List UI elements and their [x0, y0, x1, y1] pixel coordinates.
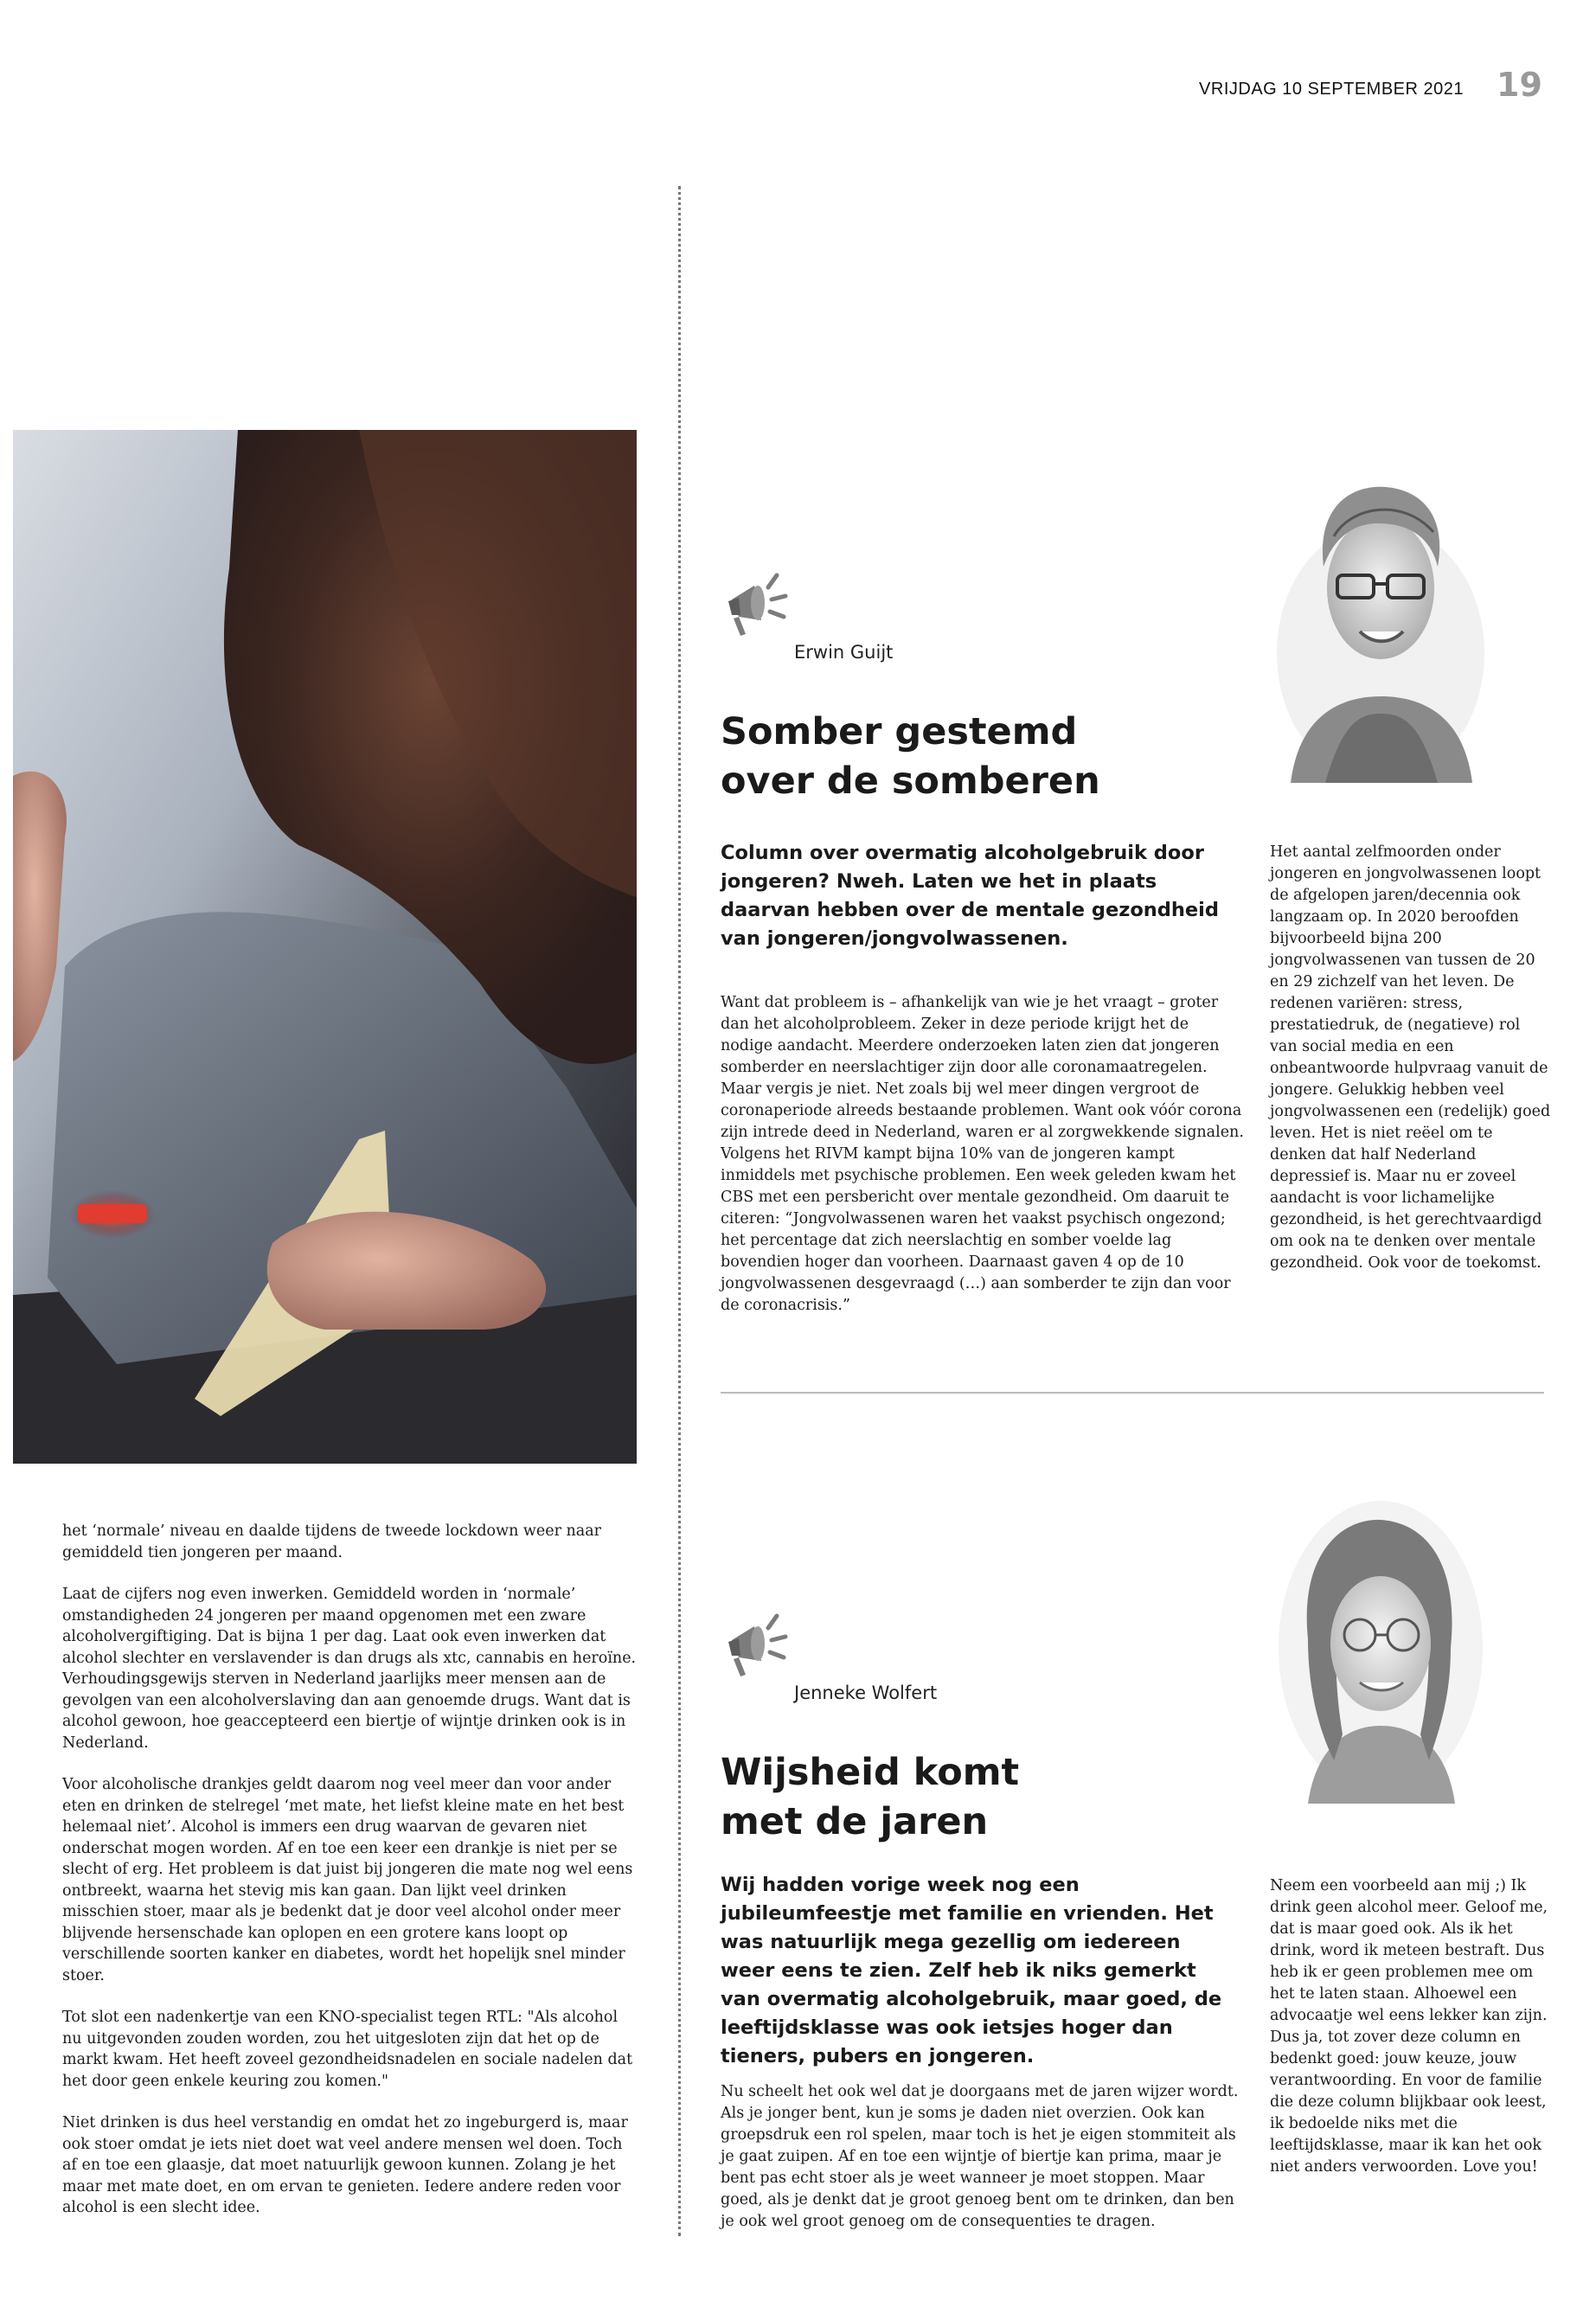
article-paragraph: Tot slot een nadenkertje van een KNO-specialist tegen RTL: "Als alcohol nu uitgevonden zouden worden, zou het uitgesloten zijn dat het op de markt kwam. Het heeft zoveel gezondheidsnadelen en sociale nadelen dat het door geen enkele keuring zou komen.": [62, 2009, 633, 2090]
column-sidebar-text: Neem een voorbeeld aan mij ;) Ik drink geen alcohol meer. Geloof me, dat is maar goed ook. Als ik het drink, word ik meteen bestraft. Dus heb ik er geen problemen mee om het te laten staan. Alhoewel een advocaatje wel eens lekker kan zijn. Dus ja, tot zover deze column en bedenkt goed: jouw keuze, jouw verantwoording. En voor de familie die deze column blijkbaar ook leest, ik bedoelde niks met die leeftijdsklasse, maar ik kan het ook niet anders verwoorden. Love you!: [1270, 1877, 1548, 2176]
article-paragraph: het ‘normale’ niveau en daalde tijdens de tweede lockdown weer naar gemiddeld tien jongeren per maand.: [62, 1522, 602, 1561]
article-paragraph: Voor alcoholische drankjes geldt daarom nog veel meer dan voor ander eten en drinken de stelregel ‘met mate, het liefst kleine mate en het best helemaal niet’. Alcohol is immers een drug waarvan de gevaren niet onderschat mogen worden. Af en toe een keer een drankje is niet per se slecht of erg. Het probleem is dat juist bij jongeren die mate nog wel eens ontbreekt, waarna het stevig mis kan gaan. Dan lijkt veel drinken misschien stoer, maar als je bedenkt dat je door veel alcohol onder meer blijvende hersenschade kan oplopen en een grotere kans loopt op verschillende soorten kanker en diabetes, wordt het hopelijk snel minder stoer.: [62, 1776, 633, 1984]
article-continuation: [62, 1521, 637, 2240]
column-divider: [678, 186, 681, 2236]
page-number: 19: [1497, 66, 1542, 104]
column-body: Want dat probleem is – afhankelijk van wie je het vraagt – groter dan het alcoholprobleem. Zeker in deze periode krijgt het de nodige aandacht. Meerdere onderzoeken laten zien dat jongeren somberder en neerslachtiger zijn door alle coronamaatregelen. Maar vergis je niet. Net zoals bij wel meer dingen vergroot de coronaperiode alreeds bestaande problemen. Want ook vóór corona zijn intrede deed in Nederland, waren er al zorgwekkende signalen. Volgens het RIVM kampt bijna 10% van de jongeren kampt inmiddels met psychische problemen. Een week geleden kwam het CBS met een persbericht over mentale gezondheid. Om daaruit te citeren: “Jongvolwassenen waren het vaakst psychisch ongezond; het percentage dat zich neerslachtig en somber voelde lag bovendien hoger dan voorheen. Daarnaast gaven 4 op de 10 jongvolwassenen desgevraagd (…) aan somberder te zijn dan voor de coronacrisis.”: [721, 994, 1244, 1314]
column-author: Erwin Guijt: [794, 642, 894, 663]
column-lead: Wij hadden vorige week nog een jubileumfeestje met familie en vrienden. Het was natuurlijk mega gezellig om iedereen weer eens te zien. Zelf heb ik niks gemerkt van overmatig alcoholgebruik, maar goed, de leeftijdsklasse was ook ietsjes hoger dan tieners, pubers en jongeren.: [721, 1874, 1222, 2067]
article-photo: [13, 430, 637, 1464]
megaphone-icon: [716, 567, 794, 644]
headline-line: met de jaren: [721, 1800, 989, 1843]
headline-line: Somber gestemd: [721, 710, 1078, 753]
column-author: Jenneke Wolfert: [794, 1682, 938, 1703]
author-portrait-jenneke: [1273, 1475, 1488, 1821]
author-portrait-erwin: [1273, 437, 1488, 783]
column-headline: [721, 1748, 1019, 1847]
column-body: Nu scheelt het ook wel dat je doorgaans met de jaren wijzer wordt. Als je jonger bent, kun je soms je daden niet overzien. Ook kan groepsdruk een rol spelen, maar toch is het je eigen stommiteit als je gaat zuipen. Af en toe een wijntje of biertje kan prima, maar je bent pas echt stoer als je weet wanneer je moet stoppen. Maar goed, als je denkt dat je groot genoeg bent om te drinken, dan ben je ook wel groot genoeg om de consequenties te dragen.: [721, 2083, 1239, 2230]
section-divider: [721, 1392, 1544, 1394]
headline-line: over de somberen: [721, 760, 1100, 803]
megaphone-icon: [716, 1607, 794, 1685]
column-sidebar-text: Het aantal zelfmoorden onder jongeren en jongvolwassenen loopt de afgelopen jaren/decennia ook langzaam op. In 2020 beroofden bijvoorbeeld bijna 200 jongvolwassenen van tussen de 20 en 29 zichzelf van het leven. De redenen variëren: stress, prestatiedruk, de (negatieve) rol van social media en een onbeantwoorde hulpvraag vanuit de jongere. Gelukkig hebben veel jongvolwassenen een (redelijk) goed leven. Het is niet reëel om te denken dat half Nederland depressief is. Maar nu er zoveel aandacht is voor lichamelijke gezondheid, is het gerechtvaardigd om ook na te denken over mentale gezondheid. Ook voor de toekomst.: [1270, 843, 1551, 1272]
article-paragraph: Niet drinken is dus heel verstandig en omdat het zo ingeburgerd is, maar ook stoer omdat je iets niet doet wat veel andere mensen wel doen. Toch af en toe een glaasje, dat moet natuurlijk gewoon kunnen. Zolang je het maar met mate doet, en om ervan te genieten. Iedere andere reden voor alcohol is een slecht idee.: [62, 2114, 628, 2216]
headline-line: Wijsheid komt: [721, 1751, 1020, 1794]
column-headline: [721, 708, 1100, 806]
page-date: VRIJDAG 10 SEPTEMBER 2021: [1199, 80, 1464, 99]
article-paragraph: Laat de cijfers nog even inwerken. Gemiddeld worden in ‘normale’ omstandigheden 24 jongeren per maand opgenomen met een zware alcoholvergiftiging. Dat is bijna 1 per dag. Laat ook even inwerken dat alcohol slechter en verslavender is dan drugs als xtc, cannabis en heroïne. Verhoudingsgewijs sterven in Nederland jaarlijks meer mensen aan de gevolgen van een alcoholverslaving dan aan genoemde drugs. Want dat is alcohol gewoon, hoe geaccepteerd een biertje of wijntje drinken ook is in Nederland.: [62, 1586, 637, 1752]
column-lead: Column over overmatig alcoholgebruik door jongeren? Nweh. Laten we het in plaats daarvan hebben over de mentale gezondheid van jongeren/jongvolwassenen.: [721, 842, 1219, 950]
